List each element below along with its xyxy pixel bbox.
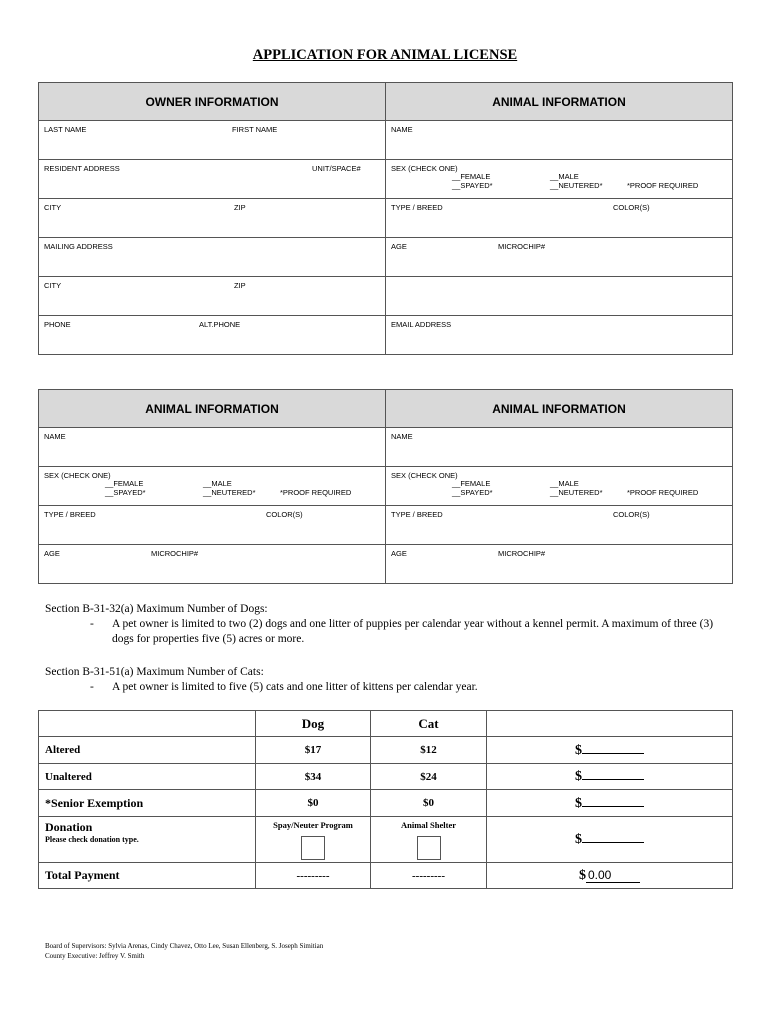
amount-blank[interactable] xyxy=(582,795,644,807)
spayed-option[interactable]: __SPAYED* xyxy=(452,181,493,190)
animal-sex-field[interactable] xyxy=(39,467,386,506)
first-name-label: FIRST NAME xyxy=(232,125,278,134)
phone-field[interactable] xyxy=(39,316,386,355)
animal-info-table xyxy=(38,389,733,584)
owner-name-field[interactable] xyxy=(39,121,386,160)
amount-field[interactable] xyxy=(487,737,733,764)
cats-section xyxy=(45,665,735,695)
resident-city-field[interactable] xyxy=(39,199,386,238)
neutered-option[interactable]: __NEUTERED* xyxy=(203,488,256,497)
male-option[interactable]: __MALE xyxy=(550,172,579,181)
age-label: AGE xyxy=(391,242,407,251)
fee-label: Altered xyxy=(39,737,256,764)
name-label: NAME xyxy=(391,432,413,441)
microchip-label: MICROCHIP# xyxy=(151,549,199,558)
page-title: APPLICATION FOR ANIMAL LICENSE xyxy=(252,47,518,63)
dog-fee: $17 xyxy=(256,737,371,764)
dollar-sign: $ xyxy=(575,742,582,758)
city-label: CITY xyxy=(44,203,62,212)
last-name-label: LAST NAME xyxy=(44,125,87,134)
spay-neuter-label: Spay/Neuter Program xyxy=(273,820,353,830)
owner-information-header: OWNER INFORMATION xyxy=(39,83,386,121)
amount-field[interactable] xyxy=(487,790,733,817)
sex-label: SEX (CHECK ONE) xyxy=(44,471,111,480)
spayed-option[interactable]: __SPAYED* xyxy=(452,488,493,497)
bullet-dash: - xyxy=(90,681,94,693)
colors-label: COLOR(S) xyxy=(613,203,650,212)
animal-sex-field[interactable] xyxy=(386,160,733,199)
type-breed-label: TYPE / BREED xyxy=(391,510,443,519)
age-label: AGE xyxy=(391,549,407,558)
footer xyxy=(45,941,323,961)
animal-information-header: ANIMAL INFORMATION xyxy=(39,390,386,428)
animal-name-field[interactable] xyxy=(386,121,733,160)
proof-required-note: *PROOF REQUIRED xyxy=(627,181,699,190)
name-label: NAME xyxy=(44,432,66,441)
neutered-option[interactable]: __NEUTERED* xyxy=(550,181,603,190)
unit-space-label: UNIT/SPACE# xyxy=(312,164,361,173)
dogs-heading: Section B-31-32(a) Maximum Number of Dogs: xyxy=(45,603,268,615)
cat-total-dash: --------- xyxy=(371,863,487,889)
amount-blank[interactable] xyxy=(582,768,644,780)
mailing-address-field[interactable] xyxy=(39,238,386,277)
fee-row-unaltered xyxy=(39,764,733,790)
name-label: NAME xyxy=(391,125,413,134)
animal-information-header: ANIMAL INFORMATION xyxy=(386,83,733,121)
dollar-sign: $ xyxy=(575,769,582,784)
animal-name-field[interactable] xyxy=(386,428,733,467)
fee-row-senior xyxy=(39,790,733,817)
type-breed-label: TYPE / BREED xyxy=(391,203,443,212)
type-breed-field[interactable] xyxy=(386,199,733,238)
dog-fee: $34 xyxy=(256,764,371,790)
donation-label: Donation xyxy=(45,820,93,834)
dog-fee: $0 xyxy=(256,790,371,817)
total-amount-field[interactable] xyxy=(487,863,733,889)
sex-label: SEX (CHECK ONE) xyxy=(391,471,458,480)
neutered-option[interactable]: __NEUTERED* xyxy=(550,488,603,497)
dogs-rule xyxy=(45,617,735,647)
spayed-option[interactable]: __SPAYED* xyxy=(105,488,146,497)
donation-note: Please check donation type. xyxy=(45,835,139,844)
age-label: AGE xyxy=(44,549,60,558)
female-option[interactable]: __FEMALE xyxy=(452,172,491,181)
amount-field[interactable] xyxy=(487,764,733,790)
resident-address-field[interactable] xyxy=(39,160,386,199)
dog-column-header: Dog xyxy=(256,711,371,737)
microchip-label: MICROCHIP# xyxy=(498,549,546,558)
blank-field[interactable] xyxy=(386,277,733,316)
animal-shelter-label: Animal Shelter xyxy=(400,820,456,830)
age-microchip-field[interactable] xyxy=(386,545,733,584)
animal-shelter-checkbox[interactable] xyxy=(417,836,441,860)
mailing-address-label: MAILING ADDRESS xyxy=(44,242,113,251)
phone-label: PHONE xyxy=(44,320,71,329)
total-amount-value[interactable]: 0.00 xyxy=(586,868,640,883)
female-option[interactable]: __FEMALE xyxy=(105,479,144,488)
dollar-sign: $ xyxy=(575,832,582,847)
cat-fee: $12 xyxy=(371,737,487,764)
amount-blank[interactable] xyxy=(582,831,644,843)
animal-sex-field[interactable] xyxy=(386,467,733,506)
spay-neuter-checkbox[interactable] xyxy=(301,836,325,860)
sex-label: SEX (CHECK ONE) xyxy=(391,164,458,173)
colors-label: COLOR(S) xyxy=(266,510,303,519)
fees-corner-cell xyxy=(39,711,256,737)
proof-required-note: *PROOF REQUIRED xyxy=(627,488,699,497)
colors-label: COLOR(S) xyxy=(613,510,650,519)
bullet-dash: - xyxy=(90,618,94,630)
animal-shelter-cell xyxy=(371,817,487,863)
fee-row-donation xyxy=(39,817,733,863)
fee-label: *Senior Exemption xyxy=(39,790,256,817)
county-executive: County Executive: Jeffrey V. Smith xyxy=(45,952,145,960)
fee-row-altered xyxy=(39,737,733,764)
dogs-rule-text: A pet owner is limited to two (2) dogs and one litter of puppies per calendar year without a kennel permit. A maximum of three (3) dogs for properties five (5) acres or more. xyxy=(112,618,714,645)
donation-cell xyxy=(39,817,256,863)
mailing-city-field[interactable] xyxy=(39,277,386,316)
dollar-sign: $ xyxy=(579,867,586,883)
fee-label: Unaltered xyxy=(39,764,256,790)
dogs-section xyxy=(45,602,735,647)
city-label: CITY xyxy=(44,281,62,290)
alt-phone-label: ALT.PHONE xyxy=(199,320,241,329)
total-label: Total Payment xyxy=(39,863,256,889)
spay-neuter-cell xyxy=(256,817,371,863)
type-breed-label: TYPE / BREED xyxy=(44,510,96,519)
amount-blank[interactable] xyxy=(582,742,644,754)
male-option[interactable]: __MALE xyxy=(550,479,579,488)
animal-information-header: ANIMAL INFORMATION xyxy=(386,390,733,428)
dog-total-dash: --------- xyxy=(256,863,371,889)
board-of-supervisors: Board of Supervisors: Sylvia Arenas, Cindy Chavez, Otto Lee, Susan Ellenberg, S. Joseph Simitian xyxy=(45,942,324,950)
fee-row-total xyxy=(39,863,733,889)
microchip-label: MICROCHIP# xyxy=(498,242,546,251)
zip-label: ZIP xyxy=(234,203,246,212)
dollar-sign: $ xyxy=(575,795,582,811)
cat-fee: $0 xyxy=(371,790,487,817)
cats-rule-text: A pet owner is limited to five (5) cats and one litter of kittens per calendar year. xyxy=(112,681,478,693)
zip-label: ZIP xyxy=(234,281,246,290)
cat-fee: $24 xyxy=(371,764,487,790)
animal-name-field[interactable] xyxy=(39,428,386,467)
fees-table xyxy=(38,710,733,889)
age-microchip-field[interactable] xyxy=(39,545,386,584)
type-breed-field[interactable] xyxy=(386,506,733,545)
resident-address-label: RESIDENT ADDRESS xyxy=(44,164,120,173)
amount-field[interactable] xyxy=(487,817,733,863)
type-breed-field[interactable] xyxy=(39,506,386,545)
female-option[interactable]: __FEMALE xyxy=(452,479,491,488)
email-label: EMAIL ADDRESS xyxy=(391,320,452,329)
age-microchip-field[interactable] xyxy=(386,238,733,277)
proof-required-note: *PROOF REQUIRED xyxy=(280,488,352,497)
owner-animal-table xyxy=(38,82,733,355)
cats-rule xyxy=(45,680,735,695)
cats-heading: Section B-31-51(a) Maximum Number of Cats: xyxy=(45,666,264,678)
male-option[interactable]: __MALE xyxy=(203,479,232,488)
cat-column-header: Cat xyxy=(371,711,487,737)
amount-column-header xyxy=(487,711,733,737)
email-field[interactable] xyxy=(386,316,733,355)
